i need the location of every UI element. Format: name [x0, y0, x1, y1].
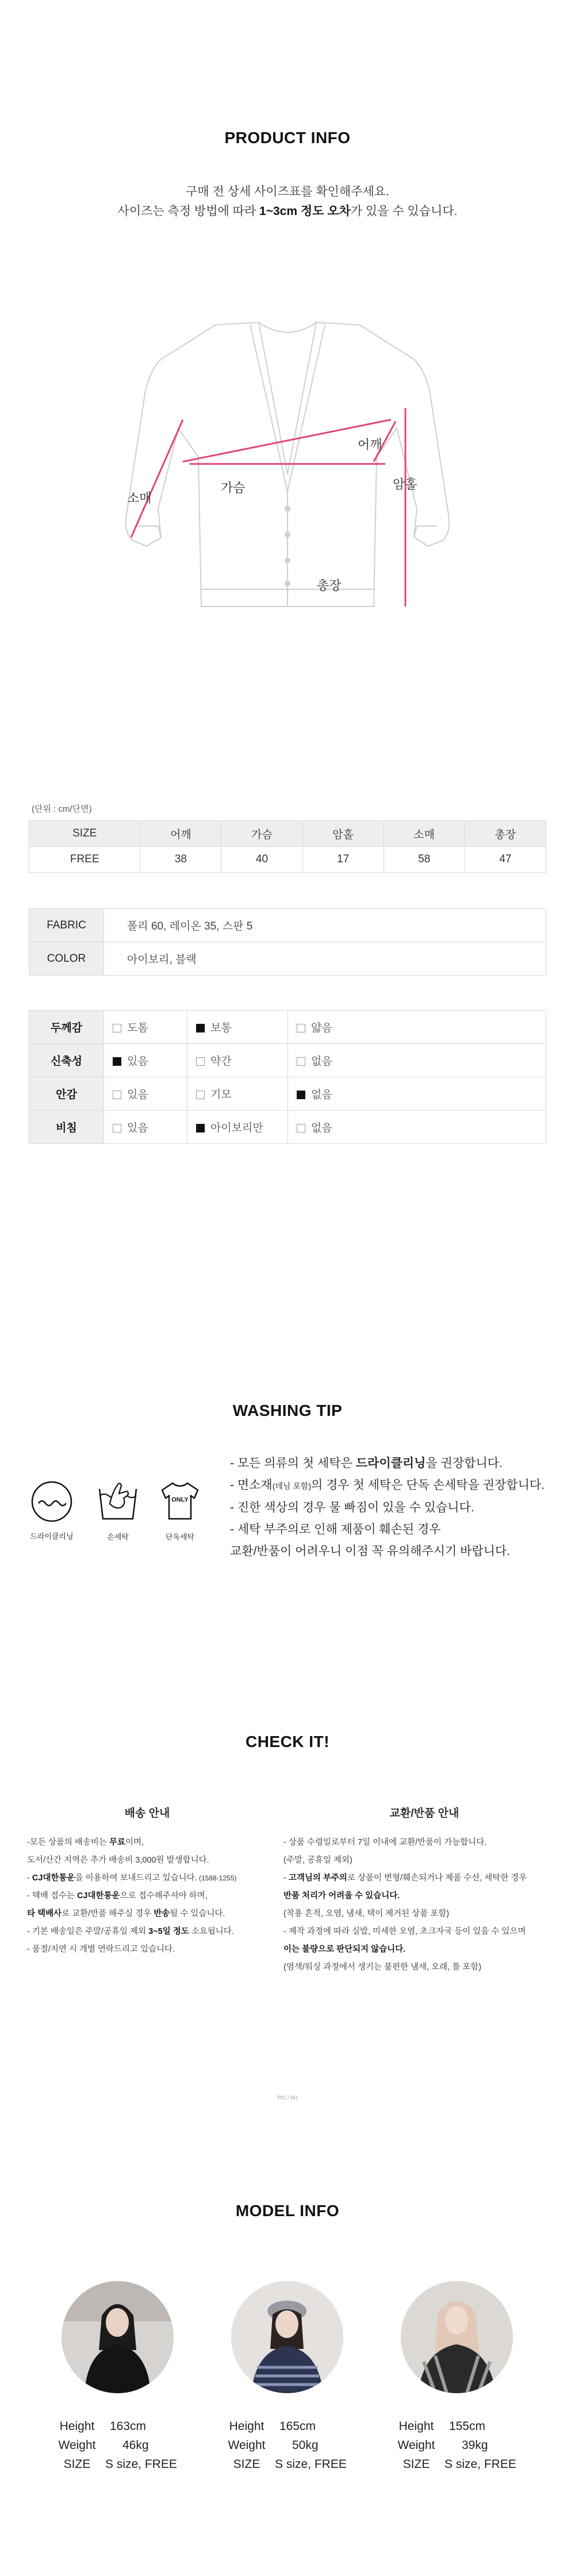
- wash-line: - 세탁 부주의로 인해 제품이 훼손된 경우: [230, 1523, 441, 1536]
- check-it-title: CHECK IT!: [245, 1733, 330, 1750]
- photo-credit: PIC / SH: [277, 2095, 298, 2101]
- fabric-key: FABRIC: [29, 909, 104, 942]
- label-chest: 가슴: [221, 481, 246, 495]
- size-table: [29, 820, 546, 873]
- size-col-header: 암홀: [302, 821, 384, 847]
- only-badge: ONLY: [171, 1496, 189, 1503]
- option-checkbox: [196, 1057, 205, 1066]
- option-checkbox: [113, 1124, 121, 1132]
- hand-wash-icon: [95, 1479, 141, 1523]
- model-weight: 46kg: [122, 2439, 149, 2452]
- attr-option: 보통: [187, 1011, 288, 1044]
- attr-option: 없음: [288, 1044, 546, 1077]
- attr-row-sheerness: [29, 1111, 546, 1144]
- fabric-row: [29, 909, 546, 942]
- wash-line: - 면소재(데님 포함)의 경우 첫 세탁은 단독 손세탁을 권장합니다.: [230, 1479, 545, 1492]
- model-3-stats: Height 155cm Weight 39kg SIZE S size, FREE: [397, 2420, 516, 2471]
- fabric-table: [29, 908, 546, 976]
- model-weight: 39kg: [462, 2439, 488, 2452]
- option-checkbox: [113, 1024, 121, 1032]
- size-cell: 47: [465, 847, 546, 873]
- attr-option: 없음: [288, 1111, 546, 1144]
- model-height: 165cm: [279, 2420, 316, 2433]
- model-1-stats: Height 163cm Weight 46kg SIZE S size, FREE: [58, 2420, 177, 2471]
- model-size: S size, FREE: [105, 2458, 177, 2471]
- shipping-title: 배송 안내: [124, 1807, 170, 1819]
- attr-row-thickness: [29, 1011, 546, 1044]
- washing-instructions: [230, 1453, 545, 1563]
- attr-name: 신축성: [29, 1044, 104, 1077]
- size-unit-note: (단위 : cm/단면): [32, 804, 92, 814]
- size-cell: FREE: [29, 847, 140, 873]
- attr-option: 기모: [187, 1077, 288, 1111]
- option-checkbox: [297, 1024, 305, 1032]
- size-col-header: 총장: [465, 821, 546, 847]
- size-cell: 38: [140, 847, 221, 873]
- attr-option: 있음: [104, 1111, 187, 1144]
- option-checkbox: [297, 1057, 305, 1066]
- option-checkbox: [196, 1024, 205, 1032]
- wash-separately-icon: [156, 1477, 204, 1523]
- model-weight: 50kg: [292, 2439, 319, 2452]
- intro-line-2: 사이즈는 측정 방법에 따라 1~3cm 정도 오차가 있을 수 있습니다.: [117, 205, 458, 218]
- attr-option: 얇음: [288, 1011, 546, 1044]
- attr-row-lining: [29, 1077, 546, 1111]
- label-sleeve: 소매: [127, 491, 152, 505]
- model-height: 163cm: [110, 2420, 147, 2433]
- attr-option: 아이보리만: [187, 1111, 288, 1144]
- model-photo-3: [401, 2281, 513, 2393]
- color-row: [29, 942, 546, 976]
- model-2-stats: Height 165cm Weight 50kg SIZE S size, FREE: [228, 2420, 347, 2471]
- attr-option: 있음: [104, 1077, 187, 1111]
- model-photo-1-image: [62, 2281, 174, 2393]
- attr-name: 안감: [29, 1077, 104, 1111]
- attr-option: 있음: [104, 1044, 187, 1077]
- attr-name: 두께감: [29, 1011, 104, 1044]
- attr-option: 도톰: [104, 1011, 187, 1044]
- attr-name: 비침: [29, 1111, 104, 1144]
- returns-text: - 상품 수령일로부터 7일 이내에 교환/반품이 가능합니다. (주말, 공휴일 제외) - 고객님의 부주의로 상품이 변형/훼손되거나 제품 수선, 세탁한 경우 반품 처리가 어려울 수 있습니다. (착용 흔적, 오염, 냄새, 택이 제거된 상품 포함) - 제작 과정에 따라 실밥, 미세한 오염, 초크자국 등이 있을 수 있으며 이는 불량으로 판단되지 않습니다. (염색/워싱 과정에서 생기는 불편한 냄새, 오래, 틀 포함): [283, 1838, 527, 1972]
- model-photo-3-image: [401, 2281, 513, 2393]
- hand-wash-item: [86, 1479, 150, 1542]
- model-photo-1: [62, 2281, 174, 2393]
- hand-wash-label: 손세탁: [107, 1533, 129, 1541]
- size-cell: 58: [384, 847, 465, 873]
- label-shoulder: 어깨: [358, 437, 382, 452]
- option-checkbox: [297, 1124, 305, 1132]
- intro-text: [0, 182, 575, 221]
- intro-line-1: 구매 전 상세 사이즈표를 확인해주세요.: [186, 185, 389, 198]
- size-table-row: [29, 847, 546, 873]
- fabric-value: 폴리 60, 레이온 35, 스판 5: [104, 909, 546, 942]
- attr-row-stretch: [29, 1044, 546, 1077]
- size-col-header: SIZE: [29, 821, 140, 847]
- option-checkbox: [297, 1091, 305, 1099]
- wash-separately-item: [148, 1477, 212, 1542]
- model-height: 155cm: [449, 2420, 486, 2433]
- dry-clean-item: [20, 1480, 83, 1541]
- model-size: S size, FREE: [275, 2458, 347, 2471]
- model-info-title: MODEL INFO: [235, 2202, 340, 2220]
- model-size: S size, FREE: [444, 2458, 516, 2471]
- washing-tip-title: WASHING TIP: [232, 1402, 343, 1419]
- wash-separately-label: 단독세탁: [165, 1533, 195, 1541]
- dry-clean-icon: [30, 1480, 73, 1523]
- product-info-title: PRODUCT INFO: [224, 129, 351, 147]
- option-checkbox: [196, 1124, 205, 1132]
- size-col-header: 소매: [384, 821, 465, 847]
- attr-option: 약간: [187, 1044, 288, 1077]
- size-cell: 17: [302, 847, 384, 873]
- size-col-header: 어깨: [140, 821, 221, 847]
- dry-clean-label: 드라이클리닝: [30, 1532, 74, 1541]
- attribute-table: [29, 1010, 546, 1144]
- attr-option: 없음: [288, 1077, 546, 1111]
- shipping-text: -모든 상품의 배송비는 무료이며, 도서/산간 지역은 추가 배송비 3,000원 발생합니다. - CJ대한통운을 이용하여 보내드리고 있습니다. (1588-1255) - 택배 접수는 CJ대한통운으로 접수해주셔야 하며, 타 택배사로 교환/반품 해주실 경우 반송될 수 있습니다. - 기본 배송일은 주말/공휴일 제외 3~5일 정도 소요됩니다. - 품절/지연 시 개별 연락드리고 있습니다.: [27, 1838, 237, 1954]
- wash-line: 교환/반품이 어려우니 이점 꼭 유의해주시기 바랍니다.: [230, 1545, 511, 1558]
- size-table-header-row: [29, 821, 546, 847]
- label-length: 총장: [317, 578, 342, 593]
- option-checkbox: [113, 1091, 121, 1099]
- size-col-header: 가슴: [221, 821, 302, 847]
- model-photo-2: [231, 2281, 343, 2393]
- option-checkbox: [196, 1091, 205, 1099]
- wash-line: - 진한 색상의 경우 물 빠짐이 있을 수 있습니다.: [230, 1501, 474, 1514]
- color-value: 아이보리, 블랙: [104, 942, 546, 976]
- option-checkbox: [113, 1057, 121, 1066]
- returns-title: 교환/반품 안내: [389, 1807, 459, 1819]
- model-photo-2-image: [231, 2281, 343, 2393]
- label-armhole: 암홀: [393, 477, 417, 492]
- size-cell: 40: [221, 847, 302, 873]
- color-key: COLOR: [29, 942, 104, 976]
- wash-line: - 모든 의류의 첫 세탁은 드라이클리닝을 권장합니다.: [230, 1457, 503, 1470]
